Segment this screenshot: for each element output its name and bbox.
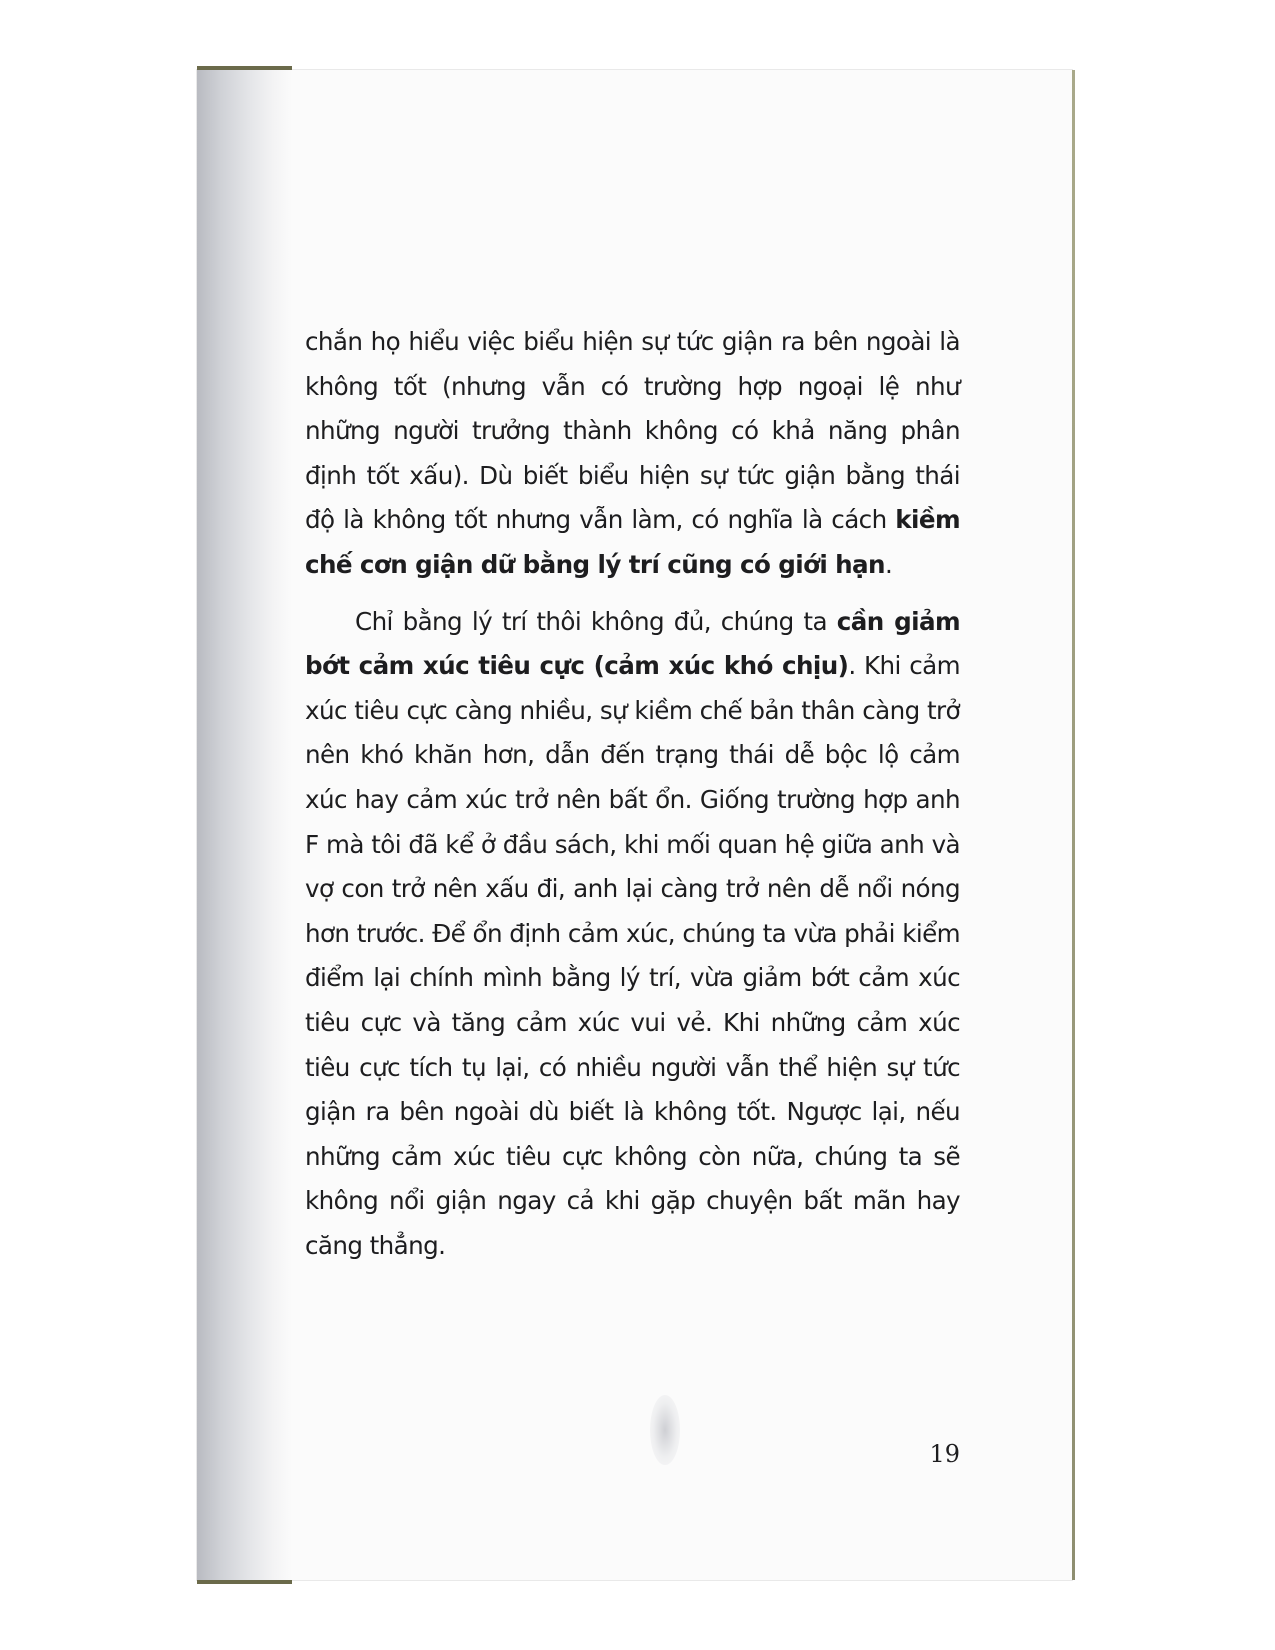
book-spine-shadow — [197, 70, 292, 1580]
paragraph-2-text-2: . Khi cảm xúc tiêu cực càng nhiều, sự kiềm chế bản thân càng trở nên khó khăn hơn, dẫn đến trạng thái dễ bộc lộ cảm xúc hay cảm xúc trở nên bất ổn. Giống trường hợp anh F mà tôi đã kể ở đầu sách, khi mối quan hệ giữa anh và vợ con trở nên xấu đi, anh lại càng trở nên dễ nổi nóng hơn trước. Để ổn định cảm xúc, chúng ta vừa phải kiểm điểm lại chính mình bằng lý trí, vừa giảm bớt cảm xúc tiêu cực và tăng cảm xúc vui vẻ. Khi những cảm xúc tiêu cực tích tụ lại, có nhiều người vẫn thể hiện sự tức giận ra bên ngoài dù biết là không tốt. Ngược lại, nếu những cảm xúc tiêu cực không còn nữa, chúng ta sẽ không nổi giận ngay cả khi gặp chuyện bất mãn hay căng thẳng. — [305, 651, 960, 1260]
page-smudge — [650, 1395, 680, 1465]
page-number: 19 — [929, 1440, 960, 1468]
page-bottom-edge — [197, 1580, 292, 1584]
paragraph-2-text-1: Chỉ bằng lý trí thôi không đủ, chúng ta — [355, 606, 837, 636]
paragraph-1-text-2: . — [884, 549, 893, 579]
paragraph-1-bold-phrase: kiềm chế cơn giận dữ bằng lý trí cũng có giới hạn — [305, 505, 960, 579]
paragraph-2 — [305, 600, 960, 1269]
body-text — [305, 320, 960, 1268]
paragraph-1 — [305, 320, 960, 588]
paragraph-2-bold-phrase: cần giảm bớt cảm xúc tiêu cực (cảm xúc khó chịu) — [305, 606, 961, 681]
paragraph-1-text-1: chắn họ hiểu việc biểu hiện sự tức giận ra bên ngoài là không tốt (nhưng vẫn có trường hợp ngoại lệ như những người trưởng thành không có khả năng phân định tốt xấu). Dù biết biểu hiện sự tức giận bằng thái độ là không tốt nhưng vẫn làm, có nghĩa là cách — [305, 327, 960, 535]
page-right-edge — [1072, 70, 1075, 1580]
